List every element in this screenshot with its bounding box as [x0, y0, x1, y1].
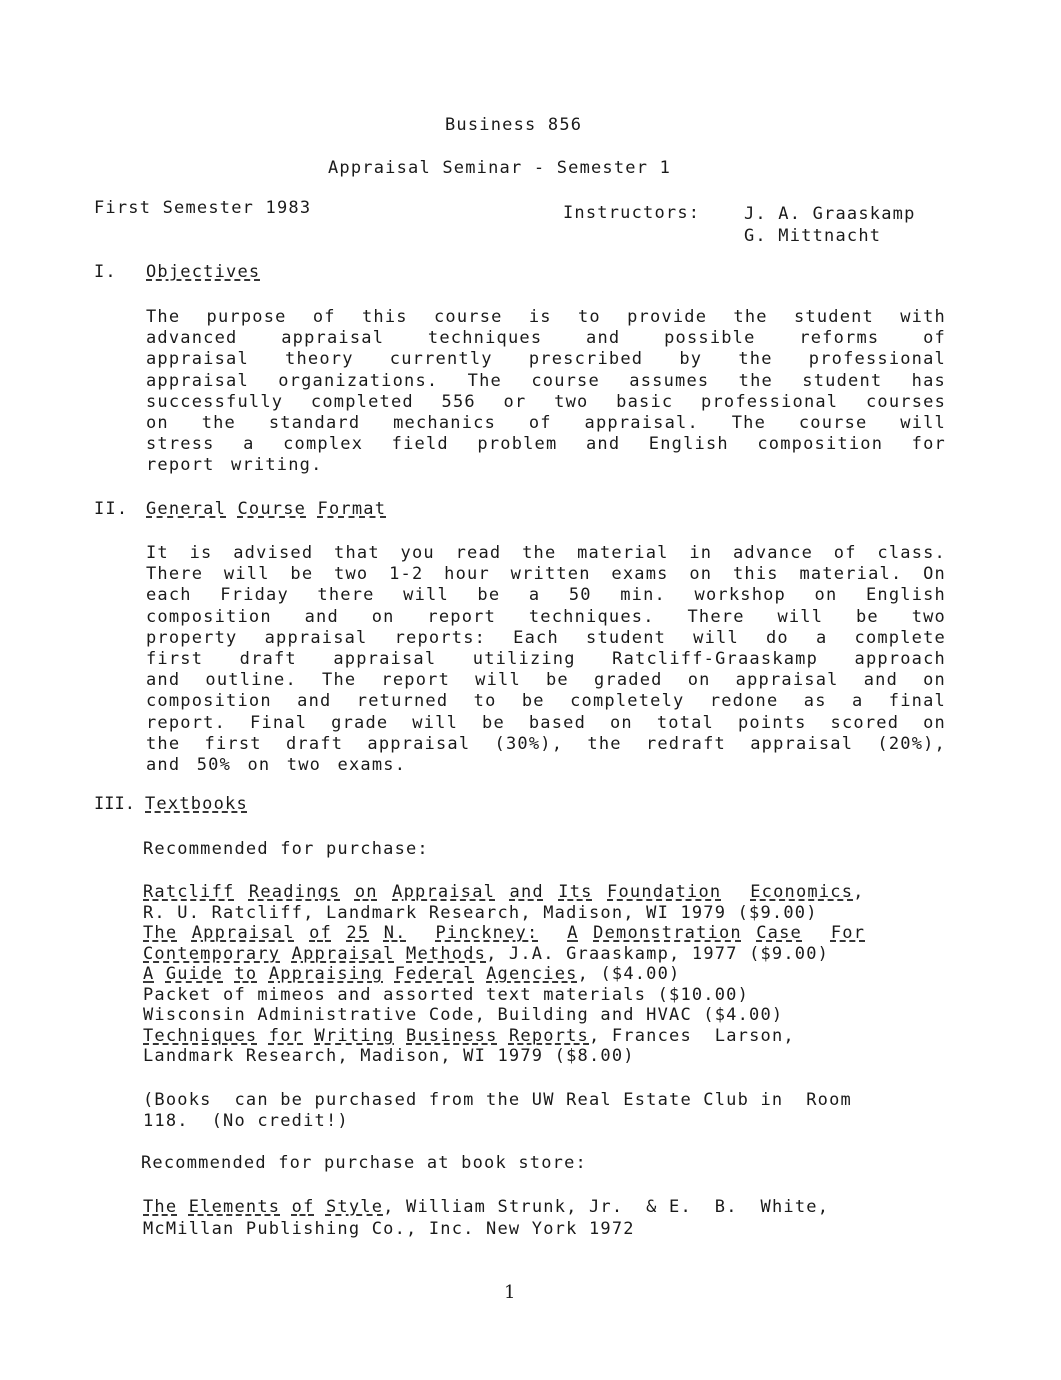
book-entry: Packet of mimeos and assorted text materials ($10.00): [143, 984, 750, 1005]
paragraph-line: the first draft appraisal (30%), the redraft appraisal (20%),: [146, 733, 946, 754]
book-title: Economics: [750, 882, 854, 902]
book-entry: [143, 1026, 943, 1047]
book-title: Its: [558, 882, 593, 902]
paragraph-line: appraisal organizations. The course assumes the student has: [146, 370, 946, 391]
book-details: R. U. Ratcliff, Landmark Research, Madison, WI 1979 ($9.00): [143, 902, 818, 923]
book-title: Case: [756, 923, 802, 943]
paragraph-line: composition and on report techniques. There will be two: [146, 606, 946, 627]
paragraph-line: first draft appraisal utilizing Ratcliff-Graaskamp approach: [146, 649, 946, 670]
instructor-name: G. Mittnacht: [744, 226, 882, 246]
book-details: McMillan Publishing Co., Inc. New York 1972: [143, 1219, 635, 1239]
section-title: Textbooks: [145, 794, 248, 814]
paragraph-line: and outline. The report will be graded on appraisal and on: [146, 670, 946, 691]
paragraph-line: each Friday there will be a 50 min. workshop on English: [146, 585, 946, 606]
purchase-note: (Books can be purchased from the UW Real Estate Club in Room: [143, 1090, 852, 1110]
book-details: , Frances Larson,: [589, 1025, 795, 1046]
paragraph-line: and 50% on two exams.: [146, 755, 407, 776]
course-subtitle: Appraisal Seminar - Semester 1: [328, 158, 672, 178]
book-title: Business: [406, 1025, 498, 1046]
paragraph-line: It is advised that you read the material in advance of class.: [146, 543, 946, 563]
book-details: , William Strunk, Jr. & E. B. White,: [383, 1197, 830, 1217]
book-title: Demonstration: [593, 923, 742, 943]
objectives-paragraph: [146, 307, 946, 477]
book-title: for: [268, 1025, 304, 1046]
book-title: Pinckney:: [435, 923, 539, 943]
book-title: A: [567, 923, 579, 943]
book-entry: [143, 882, 943, 903]
book-title: Appraisal: [191, 923, 295, 943]
book-title: Agencies: [486, 964, 578, 984]
book-title: Writing: [314, 1025, 395, 1046]
book-title: Style: [325, 1197, 384, 1217]
paragraph-line: property appraisal reports: Each student will do a complete: [146, 627, 946, 648]
book-title: Ratcliff: [143, 882, 235, 902]
book-list: [143, 882, 943, 1067]
book-title: to: [234, 964, 258, 984]
course-title: Business 856: [445, 115, 583, 135]
paragraph-line: There will be two 1-2 hour written exams on this material. On: [146, 564, 946, 585]
book-title: and: [509, 882, 544, 902]
book-title: The: [143, 923, 178, 943]
section-title: [146, 499, 386, 519]
instructor-name: J. A. Graaskamp: [744, 204, 916, 224]
book-title: Federal: [394, 964, 475, 984]
section-title-word: Course: [237, 499, 307, 519]
section-title-word: Format: [317, 499, 387, 519]
book-title: For: [830, 923, 866, 943]
book-entry: Wisconsin Administrative Code, Building and HVAC ($4.00): [143, 1005, 784, 1025]
book-title: Contemporary: [143, 943, 281, 964]
paragraph-line: report. Final grade will be based on total points scored on: [146, 712, 946, 733]
format-paragraph: [146, 543, 946, 776]
paragraph-line: composition and returned to be completely redone as a final: [146, 691, 946, 712]
book-title: Readings: [248, 882, 341, 902]
book-details: , ($4.00): [577, 964, 681, 984]
book-title: Techniques: [143, 1025, 258, 1046]
book-entry: [143, 923, 943, 944]
section-number: I.: [94, 262, 117, 282]
page-number: 1: [504, 1282, 517, 1303]
paragraph-line: report writing.: [146, 455, 323, 476]
paragraph-line: stress a complex field problem and English composition for: [146, 434, 946, 455]
book-separator: ,: [853, 882, 865, 902]
book-entry: [143, 944, 943, 965]
book-title: N.: [383, 923, 407, 943]
section-title-word: General: [146, 499, 227, 519]
paragraph-line: successfully completed 556 or two basic professional courses: [146, 391, 946, 412]
recommended-label: Recommended for purchase:: [143, 839, 429, 859]
book-details: Landmark Research, Madison, WI 1979 ($8.00): [143, 1046, 635, 1066]
book-title: Reports: [508, 1025, 589, 1046]
section-number: III.: [94, 794, 135, 814]
book-title: Guide: [165, 964, 224, 984]
book-entry: [143, 964, 943, 985]
store-label: Recommended for purchase at book store:: [141, 1153, 587, 1173]
book-entry: [143, 1197, 829, 1217]
section-number: II.: [94, 499, 129, 519]
purchase-note: 118. (No credit!): [143, 1111, 349, 1131]
book-title: Appraising: [268, 964, 384, 984]
section-title: Objectives: [146, 262, 261, 282]
semester-label: First Semester 1983: [94, 198, 312, 218]
book-title: A: [143, 964, 155, 984]
book-title: Foundation: [607, 882, 722, 902]
book-title: The: [143, 1197, 178, 1217]
paragraph-line: advanced appraisal techniques and possible reforms of: [146, 328, 946, 349]
book-title: of: [291, 1197, 315, 1217]
paragraph-line: The purpose of this course is to provide the student with: [146, 307, 946, 327]
book-title: Methods: [406, 943, 487, 964]
book-title: 25: [346, 923, 370, 943]
book-title: Appraisal: [392, 882, 496, 902]
paragraph-line: appraisal theory currently prescribed by the professional: [146, 349, 946, 370]
book-title: Appraisal: [291, 943, 395, 964]
book-title: of: [309, 923, 332, 943]
book-title: on: [354, 882, 378, 902]
book-details: , J.A. Graaskamp, 1977 ($9.00): [486, 943, 830, 964]
book-title: Elements: [188, 1197, 281, 1217]
paragraph-line: on the standard mechanics of appraisal. The course will: [146, 413, 946, 434]
instructors-label: Instructors:: [563, 203, 701, 223]
